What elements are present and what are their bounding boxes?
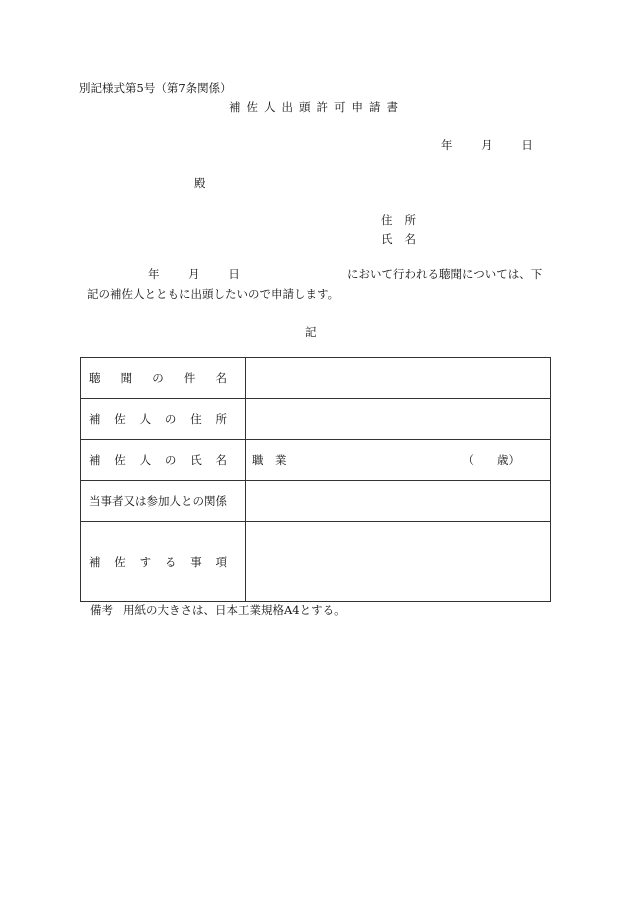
table-row <box>81 522 551 602</box>
applicant-address-label: 住 所 <box>381 213 416 227</box>
date-line <box>441 137 533 153</box>
row-value[interactable] <box>246 358 551 399</box>
row-label: 補 佐 人 の 住 所 <box>81 399 246 440</box>
addressee-honorific: 殿 <box>194 176 206 190</box>
row-label: 当事者又は参加人との関係 <box>81 481 246 522</box>
occupation-label: 職 業 <box>252 453 287 467</box>
table-row <box>81 481 551 522</box>
row-label: 補 佐 す る 事 項 <box>81 522 246 602</box>
ki-heading: 記 <box>305 325 317 339</box>
row-label: 補 佐 人 の 氏 名 <box>81 440 246 481</box>
applicant-name-label: 氏 名 <box>381 232 416 246</box>
hearing-date: 年 月 日 <box>148 267 240 281</box>
date-year: 年 <box>441 138 453 152</box>
form-number-label: 別記様式第5号（第7条関係） <box>79 81 232 95</box>
remark-note: 備考 用紙の大きさは、日本工業規格A4とする。 <box>90 603 346 617</box>
row-value[interactable] <box>246 522 551 602</box>
body-text-line2: 記の補佐人とともに出頭したいので申請します。 <box>87 287 340 301</box>
age-label: （ 歳） <box>462 453 520 467</box>
date-day: 日 <box>521 138 533 152</box>
table-row <box>81 399 551 440</box>
row-value[interactable] <box>246 399 551 440</box>
row-label: 聴 聞 の 件 名 <box>81 358 246 399</box>
document-title: 補佐人出頭許可申請書 <box>229 100 404 114</box>
row-value[interactable] <box>246 481 551 522</box>
details-table <box>80 357 551 602</box>
table-row <box>81 358 551 399</box>
date-month: 月 <box>481 138 493 152</box>
body-text-line1: において行われる聴聞については、下 <box>347 267 543 281</box>
table-row <box>81 440 551 481</box>
row-value[interactable] <box>246 440 551 481</box>
